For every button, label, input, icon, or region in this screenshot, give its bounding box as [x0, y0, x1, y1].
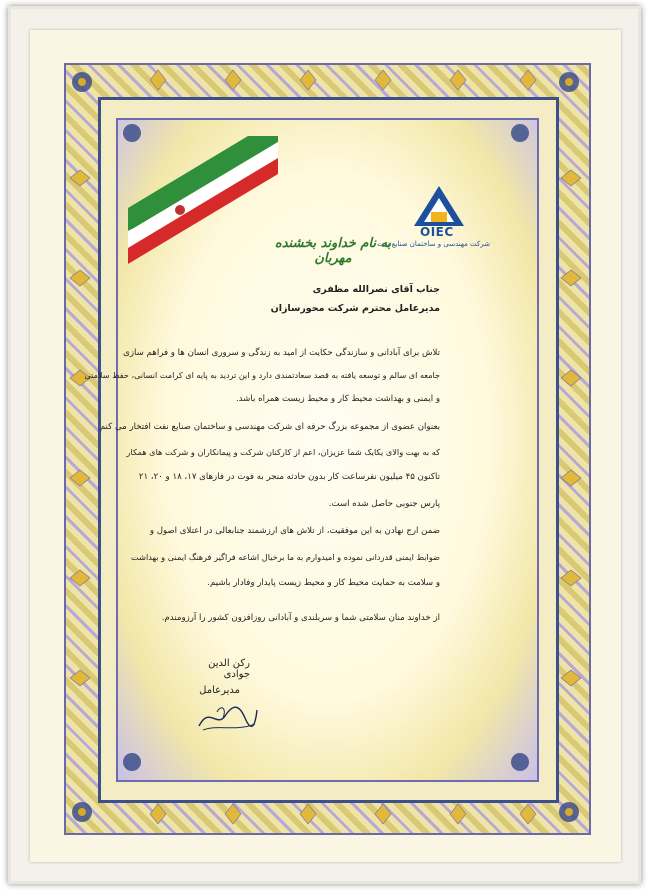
- body-line: ضمن ارج نهادن به این موفقیت، از تلاش های ارزشمند جنابعالی در اعتلای اصول و: [149, 526, 440, 536]
- body-line: بعنوان عضوی از مجموعه بزرگ حرفه ای شرکت مهندسی و ساختمان صنایع نفت افتخار می کنم: [99, 422, 440, 432]
- body-line: و سلامت به حمایت محیط کار و محیط زیست پایدار وفادار باشیم.: [207, 578, 440, 588]
- body-line: از خداوند منان سلامتی شما و سربلندی و آبادانی روزافزون کشور را آرزومندم.: [161, 613, 440, 623]
- body-line: تلاش برای آبادانی و سازندگی حکایت از امید به زندگی و سروری انسان ها و فراهم سازی: [123, 348, 440, 358]
- recipient-position: مدیرعامل محترم شرکت محورسازان: [270, 303, 440, 314]
- corner-ornament-icon: [511, 124, 529, 142]
- invocation-heading: به نام خداوند بخشنده مهربان: [274, 236, 392, 266]
- body-line: پارس جنوبی حاصل شده است.: [328, 499, 440, 509]
- body-line: تاکنون ۴۵ میلیون نفرساعت کار بدون حادثه منجر به فوت در فازهای ۱۷، ۱۸ و ۲۰، ۲۱: [138, 472, 440, 482]
- signatory-title: مدیرعامل: [199, 685, 240, 696]
- body-line: که به بهت والای یکایک شما عزیزان، اعم از کارکنان شرکت و پیمانکاران و شرکت های همکار: [126, 447, 440, 457]
- signature-icon: [195, 698, 260, 734]
- signatory-name: رکن الدین جوادی: [208, 658, 250, 680]
- company-logo-abbr: OIEC: [420, 225, 454, 239]
- body-line: و ایمنی و بهداشت محیط کار و محیط زیست همراه باشد.: [235, 394, 440, 404]
- corner-ornament-icon: [511, 753, 529, 771]
- recipient-salutation: جناب آقای نصرالله مظفری: [312, 284, 440, 295]
- body-line: جامعه ای سالم و توسعه یافته به قصد سعادتمندی دارد و این تردید به پایه ای کرامت انسانی، حفظ سلامتی: [84, 370, 440, 380]
- corner-ornament-icon: [123, 753, 141, 771]
- company-logo-subtitle: شرکت مهندسی و ساختمان صنایع نفت: [377, 240, 490, 248]
- iran-flag-icon: [128, 136, 278, 266]
- body-line: ضوابط ایمنی قدردانی نموده و امیدوارم به ما برخیال اشاعه فراگیر فرهنگ ایمنی و بهداشت: [131, 552, 440, 562]
